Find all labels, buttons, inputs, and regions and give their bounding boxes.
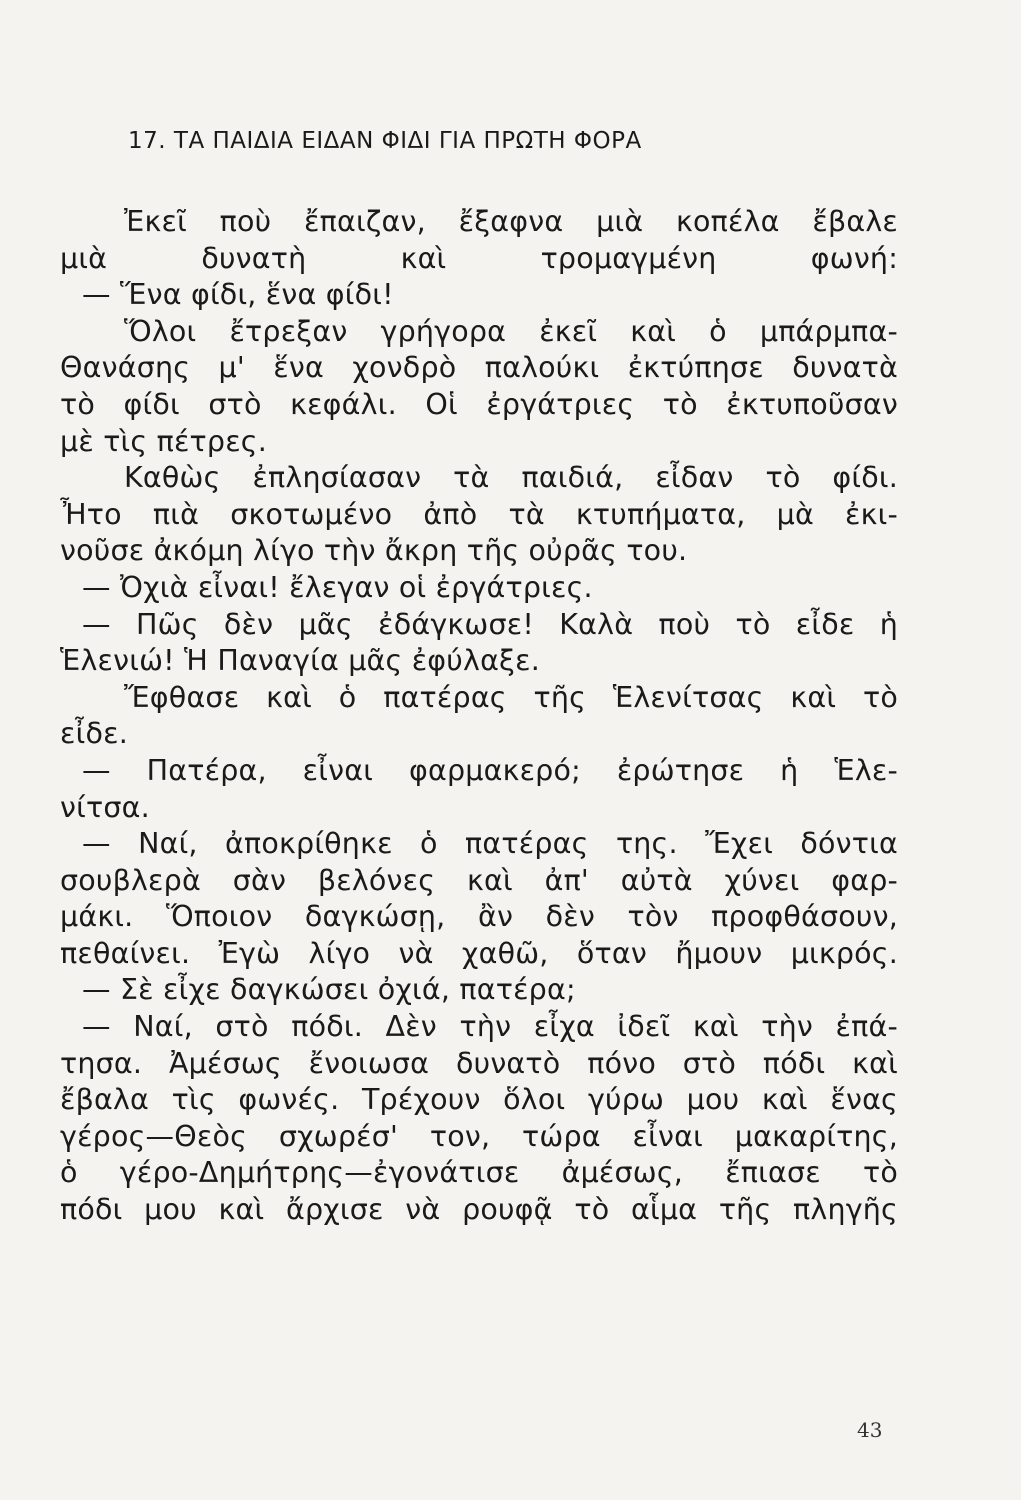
text-line: Ἦτο πιὰ σκοτωμένο ἀπὸ τὰ κτυπήματα, μὰ ἐκι- xyxy=(60,497,898,531)
text-line: — Ἕνα φίδι, ἕνα φίδι! xyxy=(82,278,394,312)
text-line: Ἐκεῖ ποὺ ἔπαιζαν, ἔξαφνα μιὰ κοπέλα ἔβαλε xyxy=(124,205,898,238)
text-line: ὁ γέρο-Δημήτρης—ἐγονάτισε ἀμέσως, ἔπιασε τὸ xyxy=(60,1156,898,1190)
text-line: — Πῶς δὲν μᾶς ἐδάγκωσε! Καλὰ ποὺ τὸ εἶδε ἡ xyxy=(82,607,898,641)
text-line: — Ναί, ἀποκρίθηκε ὁ πατέρας της. Ἔχει δόντια xyxy=(82,827,898,861)
text-line: Ἔφθασε καὶ ὁ πατέρας τῆς Ἑλενίτσας καὶ τὸ xyxy=(124,680,898,714)
text-line: γέρος—Θεὸς σχωρέσ' τον, τώρα εἶναι μακαρίτης, xyxy=(60,1119,898,1153)
text-line: νίτσα. xyxy=(60,790,150,824)
text-line: μάκι. Ὅποιον δαγκώσῃ, ἂν δὲν τὸν προφθάσουν, xyxy=(60,900,898,934)
text-line: Καθὼς ἐπλησίασαν τὰ παιδιά, εἶδαν τὸ φίδι. xyxy=(124,461,898,495)
text-line: πεθαίνει. Ἐγὼ λίγο νὰ χαθῶ, ὅταν ἤμουν μικρός. xyxy=(60,936,898,970)
chapter-title: 17. ΤΑ ΠΑΙΔΙΑ ΕΙΔΑΝ ΦΙΔΙ ΓΙΑ ΠΡΩΤΗ ΦΟΡΑ xyxy=(128,128,642,154)
text-line: σουβλερὰ σὰν βελόνες καὶ ἀπ' αὐτὰ χύνει φαρ- xyxy=(60,863,898,897)
text-line: — Ὀχιὰ εἶναι! ἔλεγαν οἱ ἐργάτριες. xyxy=(82,570,593,604)
text-line: πόδι μου καὶ ἄρχισε νὰ ρουφᾷ τὸ αἷμα τῆς πληγῆς xyxy=(60,1193,898,1227)
text-line: τὸ φίδι στὸ κεφάλι. Οἱ ἐργάτριες τὸ ἐκτυποῦσαν xyxy=(60,387,898,421)
text-line: Ὅλοι ἔτρεξαν γρήγορα ἐκεῖ καὶ ὁ μπάρμπα- xyxy=(124,314,898,348)
text-line: μὲ τὶς πέτρες. xyxy=(60,424,267,458)
text-line: τησα. Ἀμέσως ἔνοιωσα δυνατὸ πόνο στὸ πόδι καὶ xyxy=(60,1046,898,1080)
text-line: εἶδε. xyxy=(60,717,128,751)
text-line: ἔβαλα τὶς φωνές. Τρέχουν ὅλοι γύρω μου καὶ ἕνας xyxy=(60,1083,898,1117)
text-line: — Σὲ εἶχε δαγκώσει ὀχιά, πατέρα; xyxy=(82,973,576,1007)
text-line: — Πατέρα, εἶναι φαρμακερό; ἐρώτησε ἡ Ἑλε- xyxy=(82,753,898,787)
text-line: νοῦσε ἀκόμη λίγο τὴν ἄκρη τῆς οὐρᾶς του. xyxy=(60,534,688,568)
body-text xyxy=(60,204,898,1229)
text-line: μιὰ δυνατὴ καὶ τρομαγμένη φωνή: xyxy=(60,241,898,275)
text-line: Ἑλενιώ! Ἡ Παναγία μᾶς ἐφύλαξε. xyxy=(60,644,541,678)
text-line: — Ναί, στὸ πόδι. Δὲν τὴν εἶχα ἰδεῖ καὶ τὴν ἐπά- xyxy=(82,1010,898,1044)
text-line: Θανάσης μ' ἕνα χονδρὸ παλούκι ἐκτύπησε δυνατὰ xyxy=(60,351,898,385)
page-number: 43 xyxy=(857,1418,883,1442)
